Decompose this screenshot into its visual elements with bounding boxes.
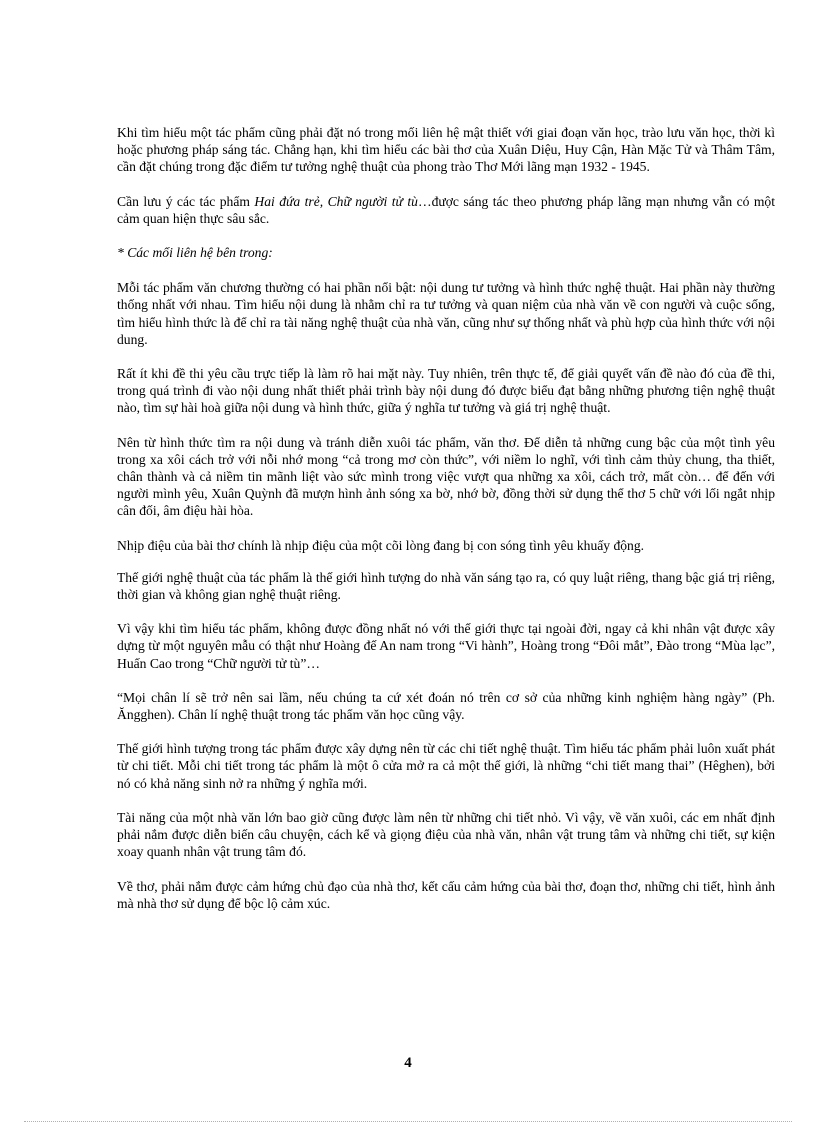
paragraph-2-tail: …được sáng tác theo phương pháp lãng mạn nhưng vẫn có một cảm quan hiện thực sâu sắc. <box>117 193 776 226</box>
paragraph-5: Nên từ hình thức tìm ra nội dung và tránh diễn xuôi tác phẩm, văn thơ. Để diễn tả những cung bậc của một tình yêu trong xa xôi cách trở với nỗi nhớ mong “cả trong mơ còn thức”, với niềm lo nghĩ, với tình cảm thủy chung, tha thiết, chân thành và cả niềm tin mãnh liệt vào sức mình trong việc vượt qua những xa xôi, cách trở, mất còn… để đến với người mình yêu, Xuân Quỳnh đã mượn hình ảnh sóng xa bờ, nhớ bờ, đồng thời sử dụng thể thơ 5 chữ với lối ngắt nhịp cân đối, âm điệu hài hòa. <box>117 434 775 519</box>
paragraph-2 <box>117 193 775 227</box>
page-bottom-rule <box>24 1121 792 1122</box>
paragraph-4: Rất ít khi đề thi yêu cầu trực tiếp là làm rõ hai mặt này. Tuy nhiên, trên thực tế, để giải quyết vấn đề nào đó của đề thi, trong quá trình đi vào nội dung nhất thiết phải trình bày nội dung đó được biểu đạt bằng những phương tiện nghệ thuật nào, tìm sự hài hoà giữa nội dung và hình thức, giữa ý nghĩa tư tưởng và giá trị nghệ thuật. <box>117 366 775 416</box>
paragraph-11: Tài năng của một nhà văn lớn bao giờ cũng được làm nên từ những chi tiết nhỏ. Vì vậy, về văn xuôi, các em nhất định phải nắm được diễn biến câu chuyện, cách kể và giọng điệu của nhà văn, nhân vật trung tâm và những chi tiết, sự kiện xoay quanh nhân vật trung tâm đó. <box>117 809 775 860</box>
page-number: 4 <box>404 1055 412 1071</box>
paragraph-10: Thế giới hình tượng trong tác phẩm được xây dựng nên từ các chi tiết nghệ thuật. Tìm hiểu tác phẩm phải luôn xuất phát từ chi tiết. Mỗi chi tiết trong tác phẩm là một ô cửa mở ra cả một thế giới, là những “chi tiết mang thai” (Hêghen), bởi nó có khả năng sinh nở ra những ý nghĩa mới. <box>117 741 775 791</box>
paragraph-6: Nhịp điệu của bài thơ chính là nhịp điệu của một cõi lòng đang bị con sóng tình yêu khuấy động. <box>117 537 645 553</box>
paragraph-2-lead: Cần lưu ý các tác phẩm <box>117 193 255 209</box>
paragraph-1: Khi tìm hiểu một tác phẩm cũng phải đặt nó trong mối liên hệ mật thiết với giai đoạn văn học, trào lưu văn học, thời kì hoặc phương pháp sáng tác. Chẳng hạn, khi tìm hiểu các bài thơ của Xuân Diệu, Huy Cận, Hàn Mặc Tử và Thâm Tâm, cần đặt chúng trong đặc điểm tư tưởng nghệ thuật của phong trào Thơ Mới lãng mạn 1932 - 1945. <box>117 125 775 175</box>
paragraph-8: Vì vậy khi tìm hiểu tác phẩm, không được đồng nhất nó với thế giới thực tại ngoài đời, ngay cả khi nhân vật được xây dựng từ một nguyên mẫu có thật như Hoàng đế An nam trong “Vi hành”, Hoàng trong “Đôi mắt”, Đào trong “Mùa lạc”, Huấn Cao trong “Chữ người tử tù”… <box>117 621 775 671</box>
paragraph-2-work-titles: Hai đứa trẻ, Chữ người tử tù <box>254 193 418 209</box>
paragraph-9: “Mọi chân lí sẽ trở nên sai lầm, nếu chúng ta cứ xét đoán nó trên cơ sở của những kinh nghiệm hàng ngày” (Ph. Ăngghen). Chân lí nghệ thuật trong tác phẩm văn học cũng vậy. <box>117 689 775 723</box>
paragraph-7: Thế giới nghệ thuật của tác phẩm là thế giới hình tượng do nhà văn sáng tạo ra, có quy luật riêng, thang bậc giá trị riêng, thời gian và không gian nghệ thuật riêng. <box>117 569 775 603</box>
document-body <box>117 124 775 929</box>
paragraph-3: Mỗi tác phẩm văn chương thường có hai phần nổi bật: nội dung tư tưởng và hình thức nghệ thuật. Hai phần này thường thống nhất với nhau. Tìm hiểu nội dung là nhằm chỉ ra tư tưởng và quan niệm của nhà văn về con người và cuộc sống, tìm hiểu hình thức là để chỉ ra tài năng nghệ thuật của nhà văn, cũng như sự thống nhất và phù hợp của hình thức với nội dung. <box>117 280 775 347</box>
paragraph-12: Về thơ, phải nắm được cảm hứng chủ đạo của nhà thơ, kết cấu cảm hứng của bài thơ, đoạn thơ, những chi tiết, hình ảnh mà nhà thơ sử dụng để bộc lộ cảm xúc. <box>117 878 775 911</box>
section-heading-internal-relations: * Các mối liên hệ bên trong: <box>117 245 273 261</box>
